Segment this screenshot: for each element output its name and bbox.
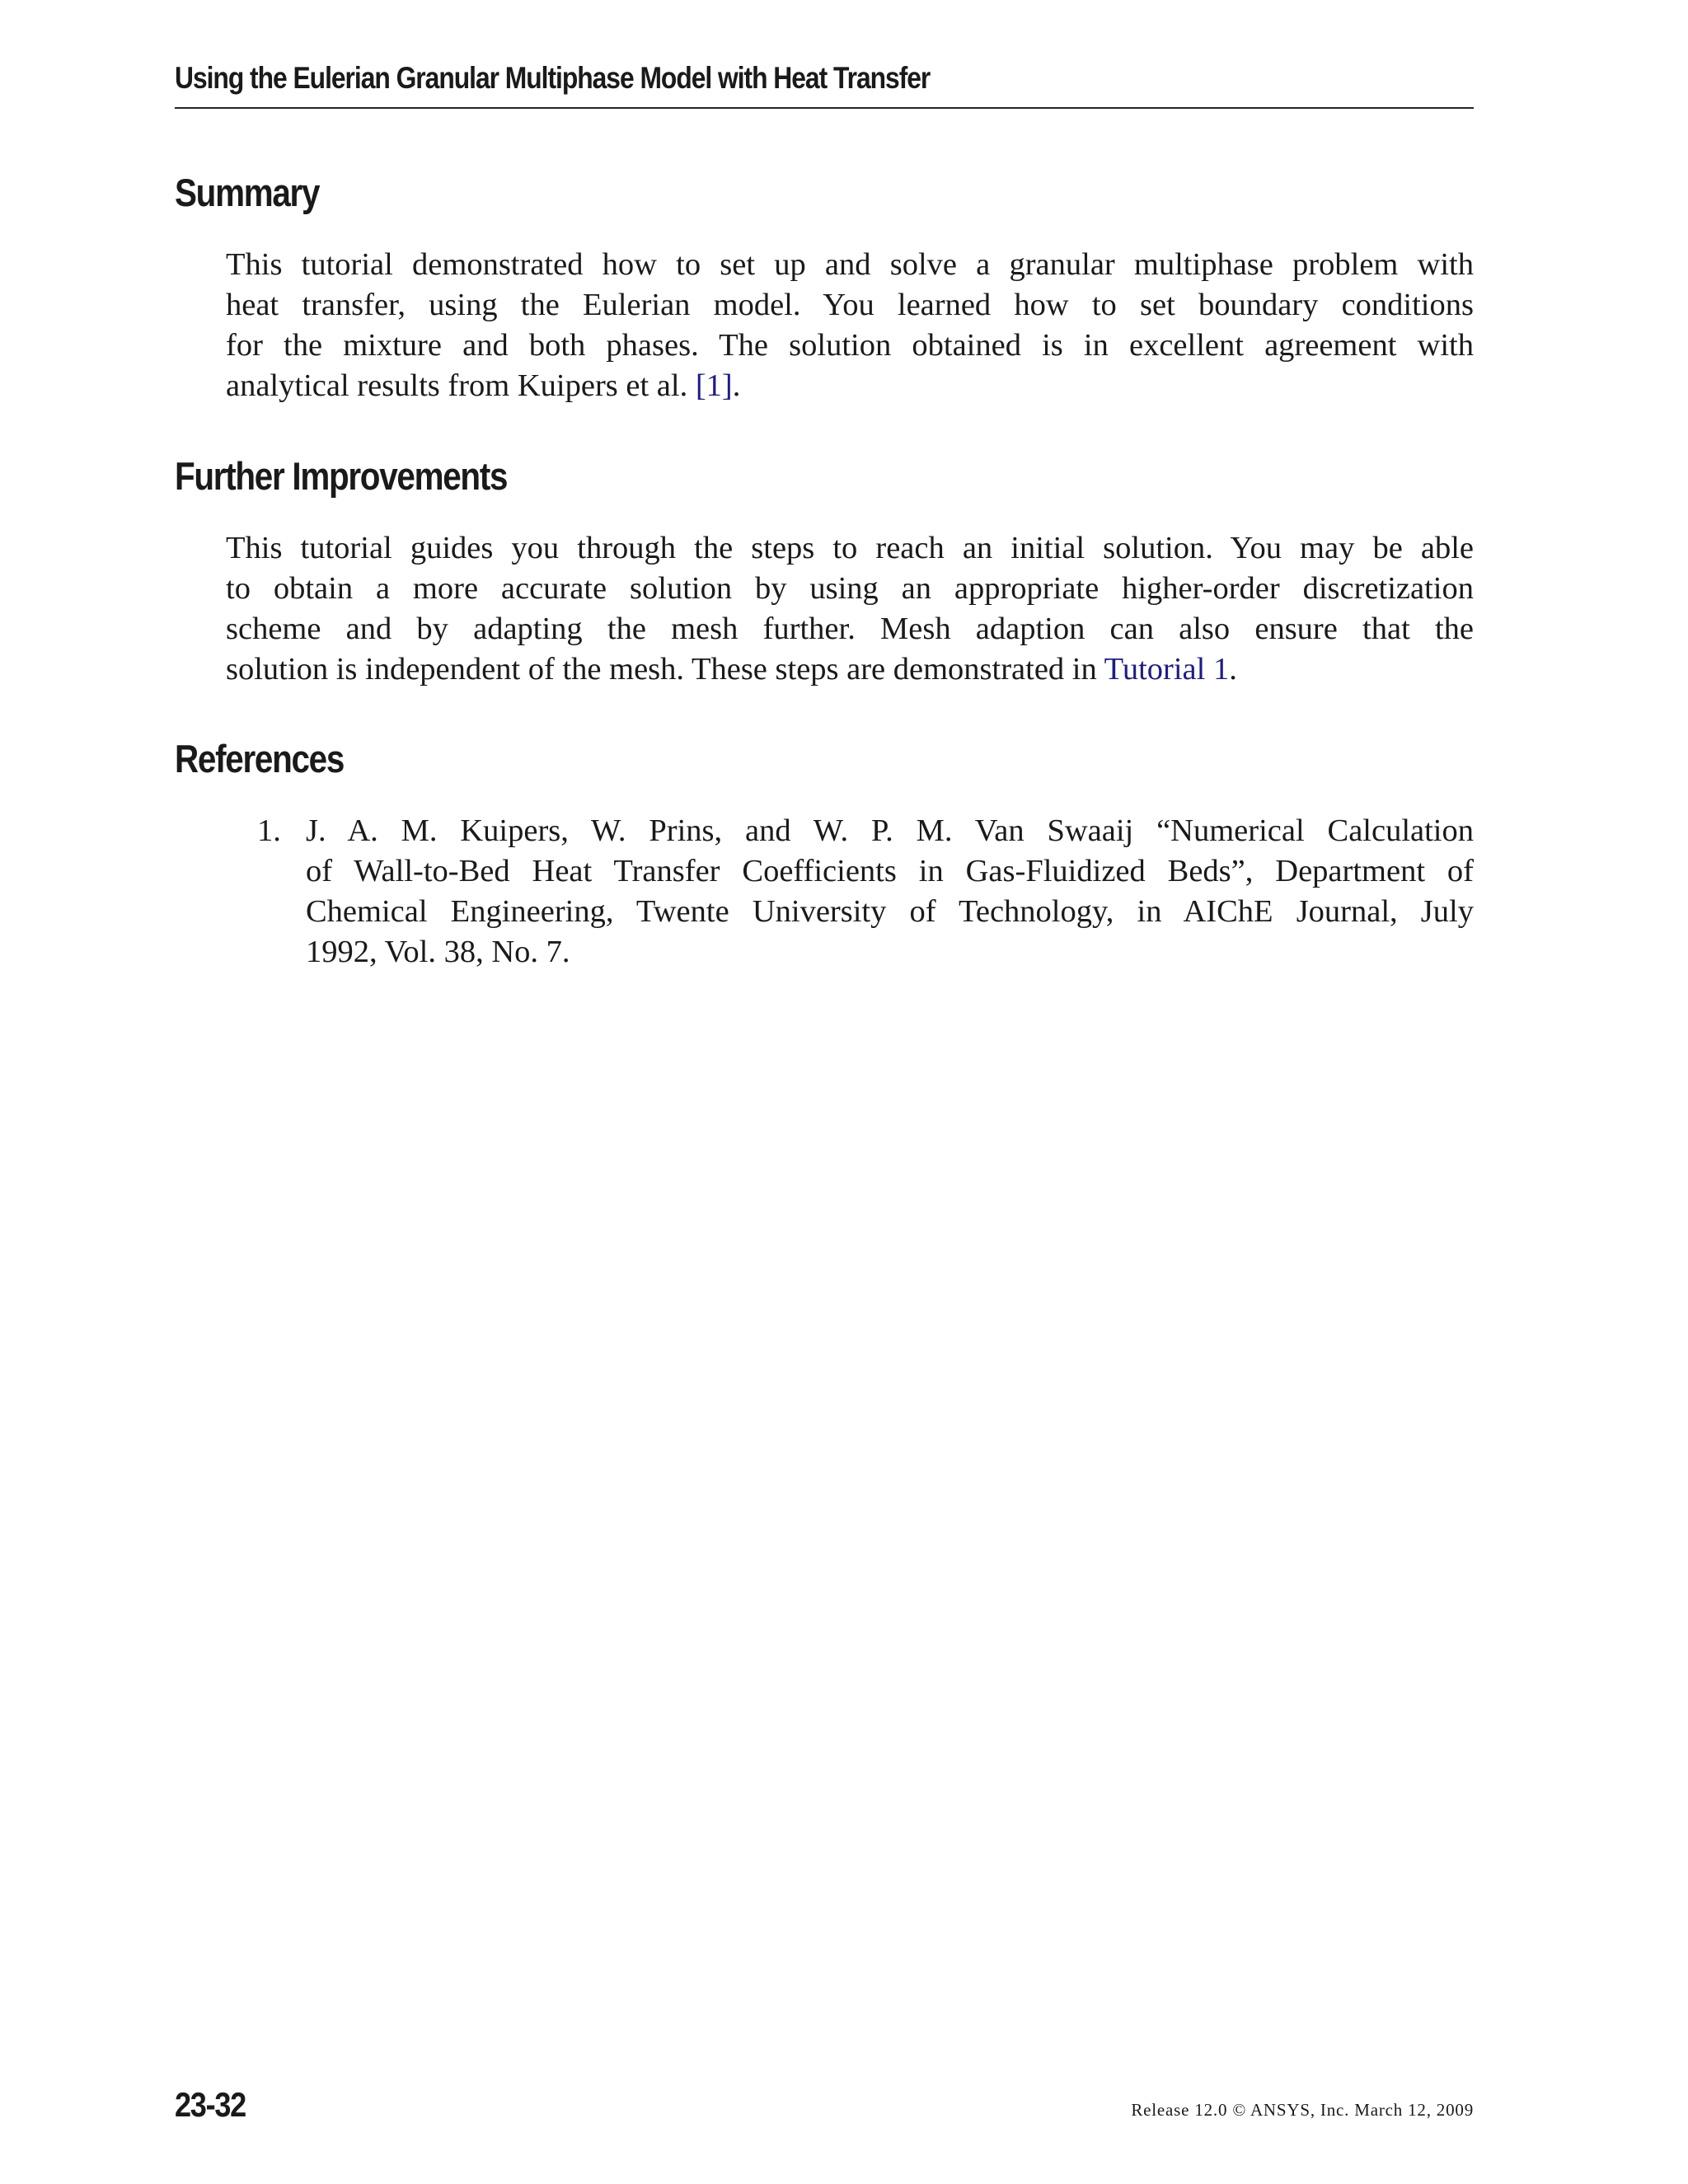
references-heading: References (175, 737, 345, 780)
reference-line-2: of Wall-to-Bed Heat Transfer Coefficients in Gas-Fluidized Beds”, Department of (306, 854, 1474, 888)
document-page (175, 0, 1474, 2184)
summary-line-3: for the mixture and both phases. The solution obtained is in excellent agreement with (226, 328, 1474, 363)
improvements-line-1: This tutorial guides you through the steps to reach an initial solution. You may be able (226, 531, 1474, 565)
summary-line-2: heat transfer, using the Eulerian model. You learned how to set boundary conditions (226, 288, 1474, 322)
release-info: Release 12.0 © ANSYS, Inc. March 12, 2009 (1131, 2100, 1474, 2120)
summary-line-1: This tutorial demonstrated how to set up and solve a granular multiphase problem with (226, 247, 1474, 282)
summary-line-4 (226, 366, 1474, 406)
citation-link-1[interactable]: [1] (695, 368, 733, 403)
further-improvements-heading: Further Improvements (175, 454, 508, 498)
summary-line-4-end: . (732, 368, 741, 403)
summary-paragraph (226, 245, 1474, 406)
improvements-line-2: to obtain a more accurate solution by using an appropriate higher-order discretization (226, 571, 1474, 606)
reference-line-1: J. A. M. Kuipers, W. Prins, and W. P. M. Van Swaaij “Numerical Calculation (306, 813, 1474, 848)
running-header-title: Using the Eulerian Granular Multiphase Model with Heat Transfer (175, 61, 931, 95)
reference-line-3: Chemical Engineering, Twente University of Technology, in AIChE Journal, July (306, 894, 1474, 929)
improvements-line-4-text: solution is independent of the mesh. These steps are demonstrated in (226, 652, 1104, 687)
improvements-paragraph (226, 528, 1474, 690)
improvements-line-4 (226, 649, 1474, 690)
tutorial-1-link[interactable]: Tutorial 1 (1104, 652, 1230, 687)
reference-text (306, 811, 1474, 972)
summary-line-4-text: analytical results from Kuipers et al. (226, 368, 696, 403)
improvements-line-4-end: . (1229, 652, 1237, 687)
improvements-line-3: scheme and by adapting the mesh further. Mesh adaption can also ensure that the (226, 612, 1474, 646)
reference-number: 1. (257, 813, 281, 848)
reference-line-4: 1992, Vol. 38, No. 7. (306, 935, 570, 969)
header-rule (175, 107, 1474, 109)
page-number: 23-32 (175, 2085, 246, 2124)
summary-heading: Summary (175, 171, 320, 214)
